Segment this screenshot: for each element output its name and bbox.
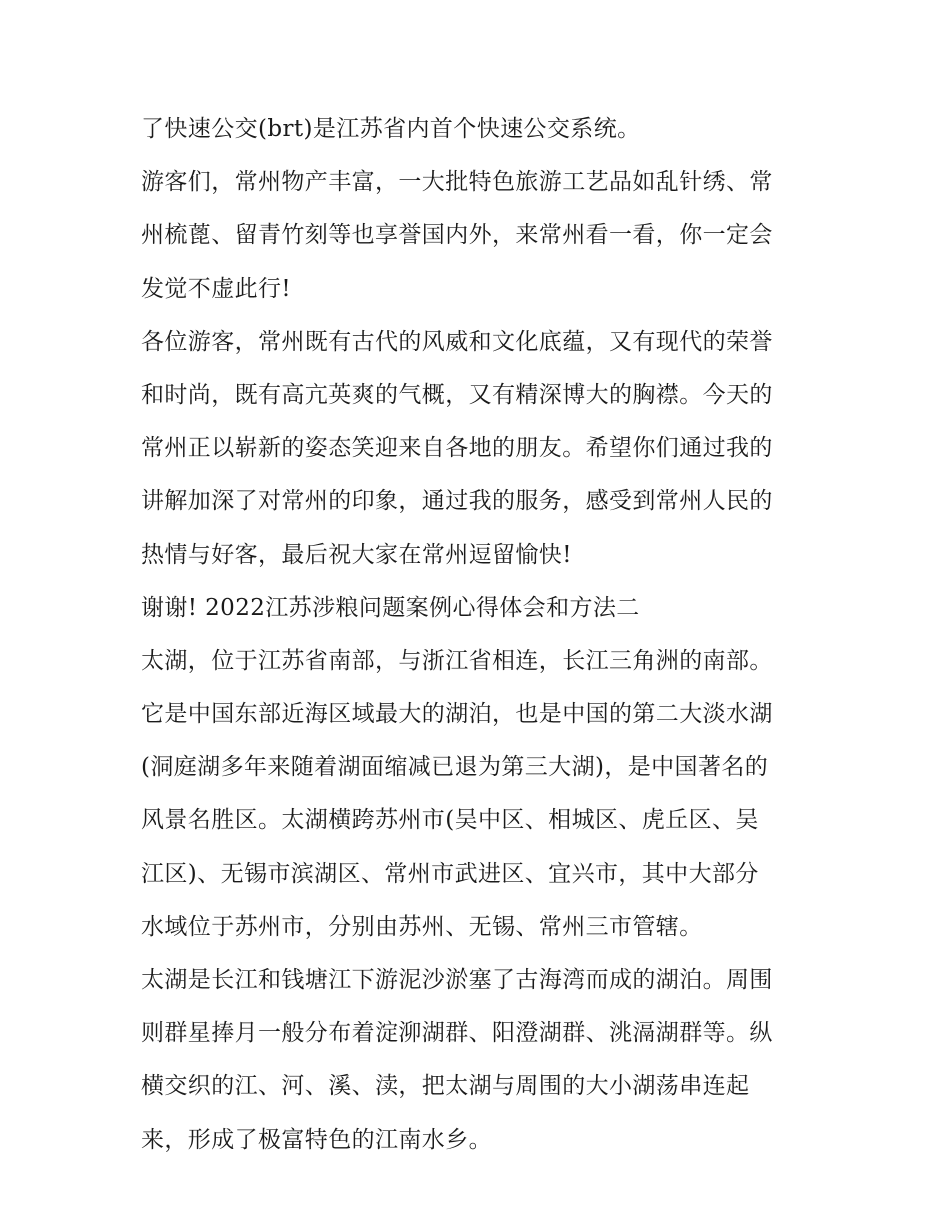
text-line: 和时尚，既有高亢英爽的气概，又有精深博大的胸襟。今天的 bbox=[141, 381, 773, 408]
text-line: 它是中国东部近海区域最大的湖泊，也是中国的第二大淡水湖 bbox=[141, 701, 773, 728]
text-line: 横交织的江、河、溪、渎，把太湖与周围的大小湖荡串连起 bbox=[141, 1073, 750, 1100]
text-line: 江区)、无锡市滨湖区、常州市武进区、宜兴市，其中大部分 bbox=[141, 860, 759, 887]
text-line: 各位游客，常州既有古代的风威和文化底蕴，又有现代的荣誉 bbox=[141, 328, 773, 355]
text-line: 太湖是长江和钱塘江下游泥沙淤塞了古海湾而成的湖泊。周围 bbox=[141, 967, 773, 993]
text-line: 风景名胜区。太湖横跨苏州市(吴中区、相城区、虎丘区、吴 bbox=[141, 807, 759, 834]
text-line: 讲解加深了对常州的印象，通过我的服务，感受到常州人民的 bbox=[141, 488, 773, 515]
text-line: 来，形成了极富特色的江南水乡。 bbox=[141, 1126, 492, 1153]
text-line: 热情与好客，最后祝大家在常州逗留愉快! bbox=[141, 541, 572, 568]
text-line: 则群星捧月一般分布着淀泖湖群、阳澄湖群、洮滆湖群等。纵 bbox=[141, 1020, 773, 1047]
text-line: 常州正以崭新的姿态笑迎来自各地的朋友。希望你们通过我的 bbox=[141, 435, 773, 462]
text-line: 太湖，位于江苏省南部，与浙江省相连，长江三角洲的南部。 bbox=[141, 647, 773, 674]
document-page bbox=[141, 103, 816, 1167]
text-line: 游客们，常州物产丰富，一大批特色旅游工艺品如乱针绣、常 bbox=[141, 169, 773, 196]
section-heading-line: 谢谢! 2022江苏涉粮问题案例心得体会和方法二 bbox=[141, 594, 640, 621]
text-line: 水域位于苏州市，分别由苏州、无锡、常州三市管辖。 bbox=[141, 913, 703, 940]
text-line: 州梳蓖、留青竹刻等也享誉国内外，来常州看一看，你一定会 bbox=[141, 222, 773, 249]
text-line: 了快速公交(brt)是江苏省内首个快速公交系统。 bbox=[141, 116, 641, 142]
text-line: 发觉不虚此行! bbox=[141, 275, 292, 302]
text-line: (洞庭湖多年来随着湖面缩减已退为第三大湖)，是中国著名的 bbox=[141, 754, 769, 781]
